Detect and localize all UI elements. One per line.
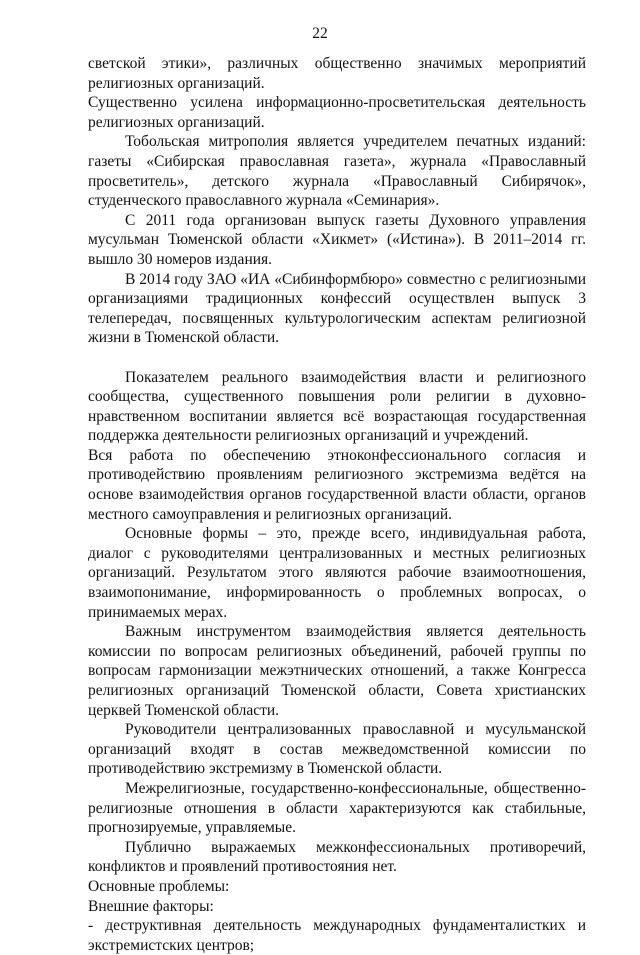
paragraph-ethnoconfessional-work: Вся работа по обеспечению этноконфессионального согласия и противодействию проявлениям религиозного экстремизма ведётся на основе взаимодействия органов государственной власти области, органов местного самоуправления и религиозных организаций. xyxy=(88,446,586,523)
paragraph-tv-programs: В 2014 году ЗАО «ИА «Сибинформбюро» совместно с религиозными организациями традиционных конфессий осуществлен выпуск 3 телепередач, посвященных культурологическим аспектам религиозной жизни в Тюменской области. xyxy=(88,270,586,347)
heading-external-factors: Внешние факторы: xyxy=(88,897,214,915)
page-number: 22 xyxy=(312,25,328,42)
paragraph-no-contradictions: Публично выражаемых межконфессиональных противоречий, конфликтов и проявлений противостояния нет. xyxy=(88,838,586,876)
paragraph-state-support: Показателем реального взаимодействия власти и религиозного сообщества, существенного повышения роли религии в духовно-нравственном воспитании является всё возрастающая государственная поддержка деятельности религиозных организаций и учреждений. xyxy=(88,368,586,445)
paragraph-leaders: Руководители централизованных православной и мусульманской организаций входят в состав межведомственной комиссии по противодействию экстремизму в Тюменской области. xyxy=(88,721,586,778)
paragraph-relations: Межрелигиозные, государственно-конфессиональные, общественно-религиозные отношения в области характеризуются как стабильные, прогнозируемые, управляемые. xyxy=(88,779,586,837)
paragraph-info-activity: Существенно усилена информационно-просветительская деятельность религиозных организаций. xyxy=(88,94,586,131)
heading-main-problems: Основные проблемы: xyxy=(88,877,230,895)
paragraph-continuation: светской этики», различных общественно значимых мероприятий религиозных организаций. xyxy=(88,55,586,92)
paragraph-main-forms: Основные формы – это, прежде всего, индивидуальная работа, диалог с руководителями централизованных и местных религиозных организаций. Результатом этого являются рабочие взаимоотношения, взаимопонимание, информированность о проблемных вопросах, о принимаемых мерах. xyxy=(88,525,586,621)
paragraph-hikmet-newspaper: С 2011 года организован выпуск газеты Духовного управления мусульман Тюменской области «Хикмет» («Истина»). В 2011–2014 гг. вышло 30 номеров издания. xyxy=(88,211,586,268)
document-body xyxy=(88,54,586,955)
paragraph-commission: Важным инструментом взаимодействия является деятельность комиссии по вопросам религиозных объединений, рабочей группы по вопросам гармонизации межэтнических отношений, а также Конгресса религиозных организаций Тюменской области, Совета христианских церквей Тюменской области. xyxy=(88,623,586,719)
list-item-destructive-activity: - деструктивная деятельность международных фундаменталистких и экстремистских центров; xyxy=(88,917,586,954)
paragraph-tobolsk-publications: Тобольская митрополия является учредителем печатных изданий: газеты «Сибирская православная газета», журнала «Православный просветитель», детского журнала «Православный Сибирячок», студенческого православного журнала «Семинария». xyxy=(88,133,586,210)
